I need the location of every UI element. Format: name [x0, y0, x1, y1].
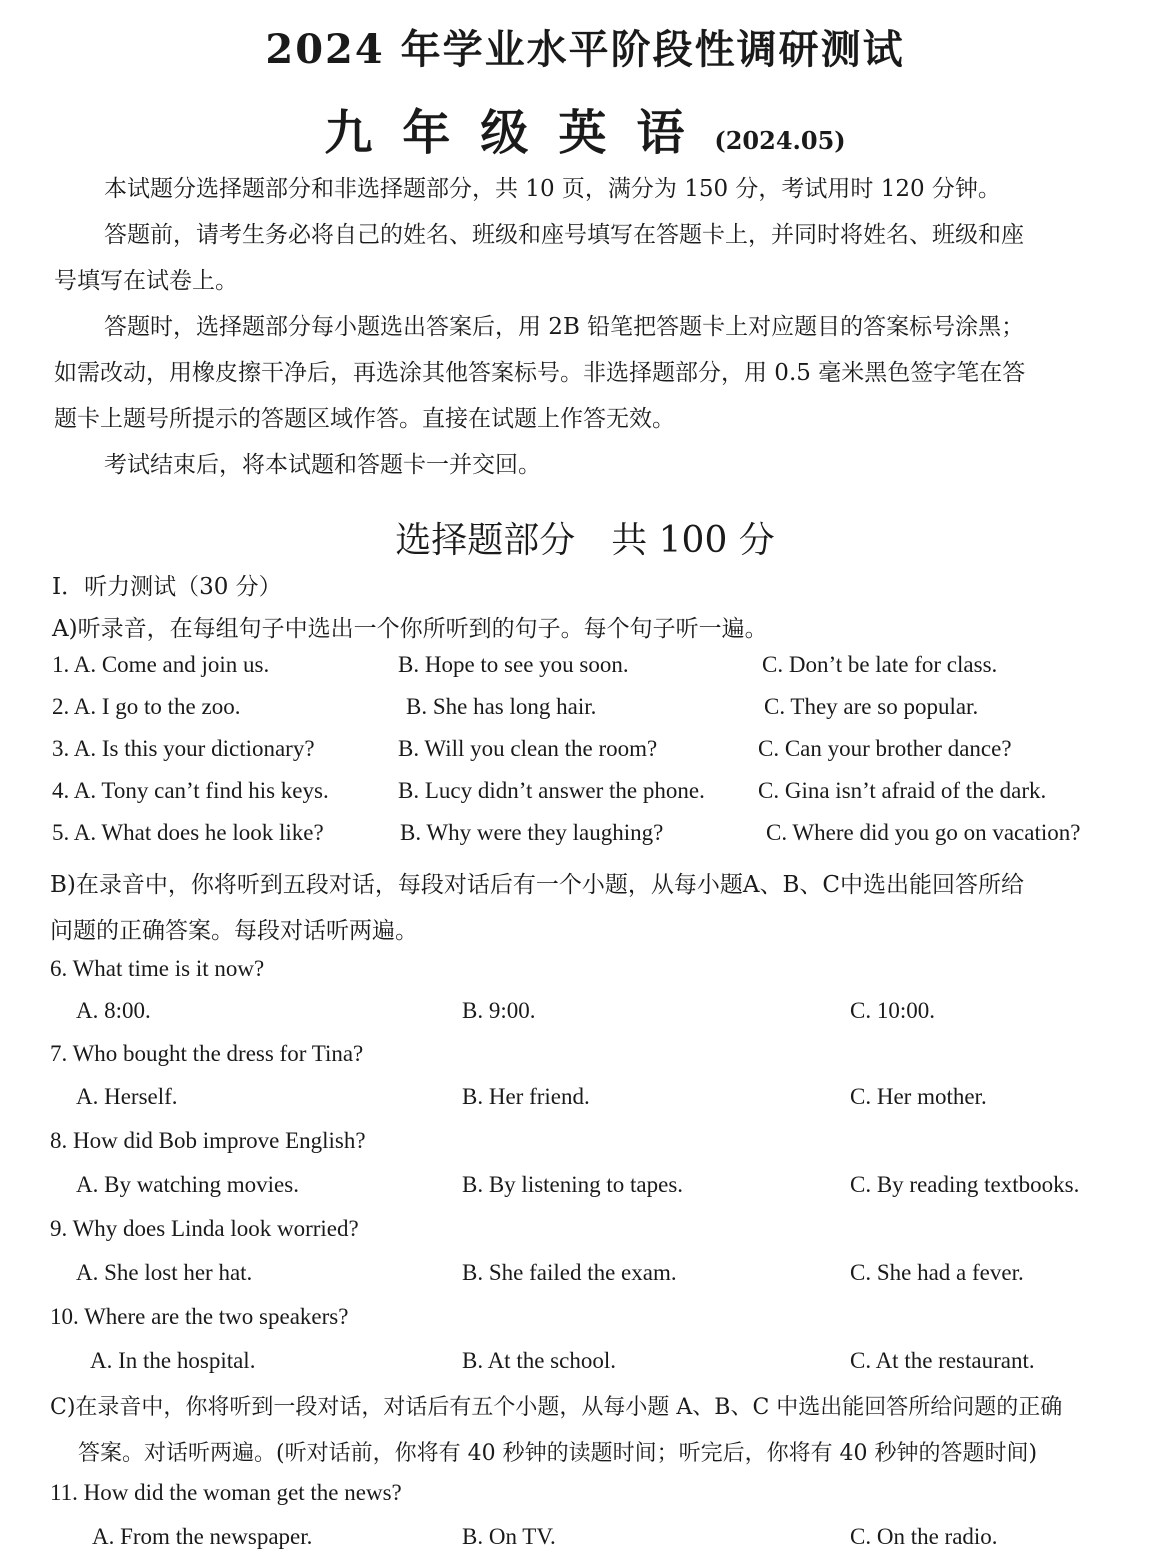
option-a: A. She lost her hat. [76, 1260, 253, 1285]
option-b: B. She failed the exam. [462, 1260, 677, 1285]
exam-title: 2024 年学业水平阶段性调研测试 [265, 26, 905, 73]
option-b: B. Lucy didn’t answer the phone. [398, 778, 705, 803]
option-c: C. 10:00. [850, 998, 935, 1023]
option-a: A. By watching movies. [76, 1172, 299, 1197]
option-a: 1. A. Come and join us. [52, 652, 270, 677]
question: 10. Where are the two speakers? [50, 1304, 349, 1329]
option-c: C. She had a fever. [850, 1260, 1024, 1285]
question: 6. What time is it now? [50, 956, 265, 981]
question: 9. Why does Linda look worried? [50, 1216, 359, 1241]
option-a: A. In the hospital. [90, 1348, 256, 1373]
option-b: B. Will you clean the room? [398, 736, 658, 761]
part-b-instruction: B)在录音中，你将听到五段对话，每段对话后有一个小题，从每小题A、B、C中选出能回答所给 [50, 872, 1024, 898]
option-c: C. Her mother. [850, 1084, 987, 1109]
part-b-instruction: 问题的正确答案。每段对话听两遍。 [50, 918, 418, 944]
option-c: C. By reading textbooks. [850, 1172, 1080, 1197]
question: 7. Who bought the dress for Tina? [50, 1041, 364, 1066]
option-a: A. From the newspaper. [92, 1524, 313, 1549]
instruction-line: 考试结束后，将本试题和答题卡一并交回。 [104, 452, 541, 478]
question: 8. How did Bob improve English? [50, 1128, 366, 1153]
option-c: C. Gina isn’t afraid of the dark. [758, 778, 1047, 803]
option-b: B. Why were they laughing? [400, 820, 664, 845]
part-c-instruction: C)在录音中，你将听到一段对话，对话后有五个小题，从每小题 A、B、C 中选出能回答所给问题的正确 [50, 1395, 1063, 1420]
option-b: B. Hope to see you soon. [398, 652, 629, 677]
instruction-line: 题卡上题号所提示的答题区域作答。直接在试题上作答无效。 [54, 406, 675, 432]
instruction-line: 如需改动，用橡皮擦干净后，再选涂其他答案标号。非选择题部分，用 0.5 毫米黑色签字笔在答 [54, 360, 1026, 386]
part-a-instruction: A)听录音，在每组句子中选出一个你所听到的句子。每个句子听一遍。 [52, 616, 768, 642]
question: 11. How did the woman get the news? [50, 1480, 402, 1505]
option-b: B. She has long hair. [406, 694, 597, 719]
part-c-instruction: 答案。对话听两遍。(听对话前，你将有 40 秒钟的读题时间；听完后，你将有 40 秒钟的答题时间) [78, 1441, 1038, 1466]
option-a: 5. A. What does he look like? [52, 820, 324, 845]
option-b: B. 9:00. [462, 998, 536, 1023]
option-a: 4. A. Tony can’t find his keys. [52, 778, 329, 803]
section-title: 选择题部分 共 100 分 [395, 520, 775, 561]
instruction-line: 答题时，选择题部分每小题选出答案后，用 2B 铅笔把答题卡上对应题目的答案标号涂黑； [104, 314, 1025, 340]
option-c: C. On the radio. [850, 1524, 998, 1549]
option-a: A. 8:00. [76, 998, 151, 1023]
option-b: B. Her friend. [462, 1084, 590, 1109]
option-c: C. Where did you go on vacation? [766, 820, 1081, 845]
option-b: B. At the school. [462, 1348, 616, 1373]
instruction-line: 号填写在试卷上。 [54, 268, 238, 294]
option-b: B. By listening to tapes. [462, 1172, 684, 1197]
part-title: I．听力测试（30 分） [52, 574, 282, 600]
option-a: A. Herself. [76, 1084, 178, 1109]
option-c: C. Can your brother dance? [758, 736, 1012, 761]
subject-name: 九年级英语 [324, 105, 715, 161]
option-c: C. At the restaurant. [850, 1348, 1035, 1373]
instruction-line: 答题前，请考生务必将自己的姓名、班级和座号填写在答题卡上，并同时将姓名、班级和座 [104, 222, 1024, 248]
option-c: C. They are so popular. [764, 694, 979, 719]
option-c: C. Don’t be late for class. [762, 652, 998, 677]
subject-title [0, 94, 1170, 163]
instruction-line: 本试题分选择题部分和非选择题部分，共 10 页，满分为 150 分，考试用时 120 分钟。 [104, 176, 1001, 202]
exam-date: (2024.05) [714, 126, 846, 155]
option-b: B. On TV. [462, 1524, 556, 1549]
option-a: 3. A. Is this your dictionary? [52, 736, 315, 761]
option-a: 2. A. I go to the zoo. [52, 694, 241, 719]
